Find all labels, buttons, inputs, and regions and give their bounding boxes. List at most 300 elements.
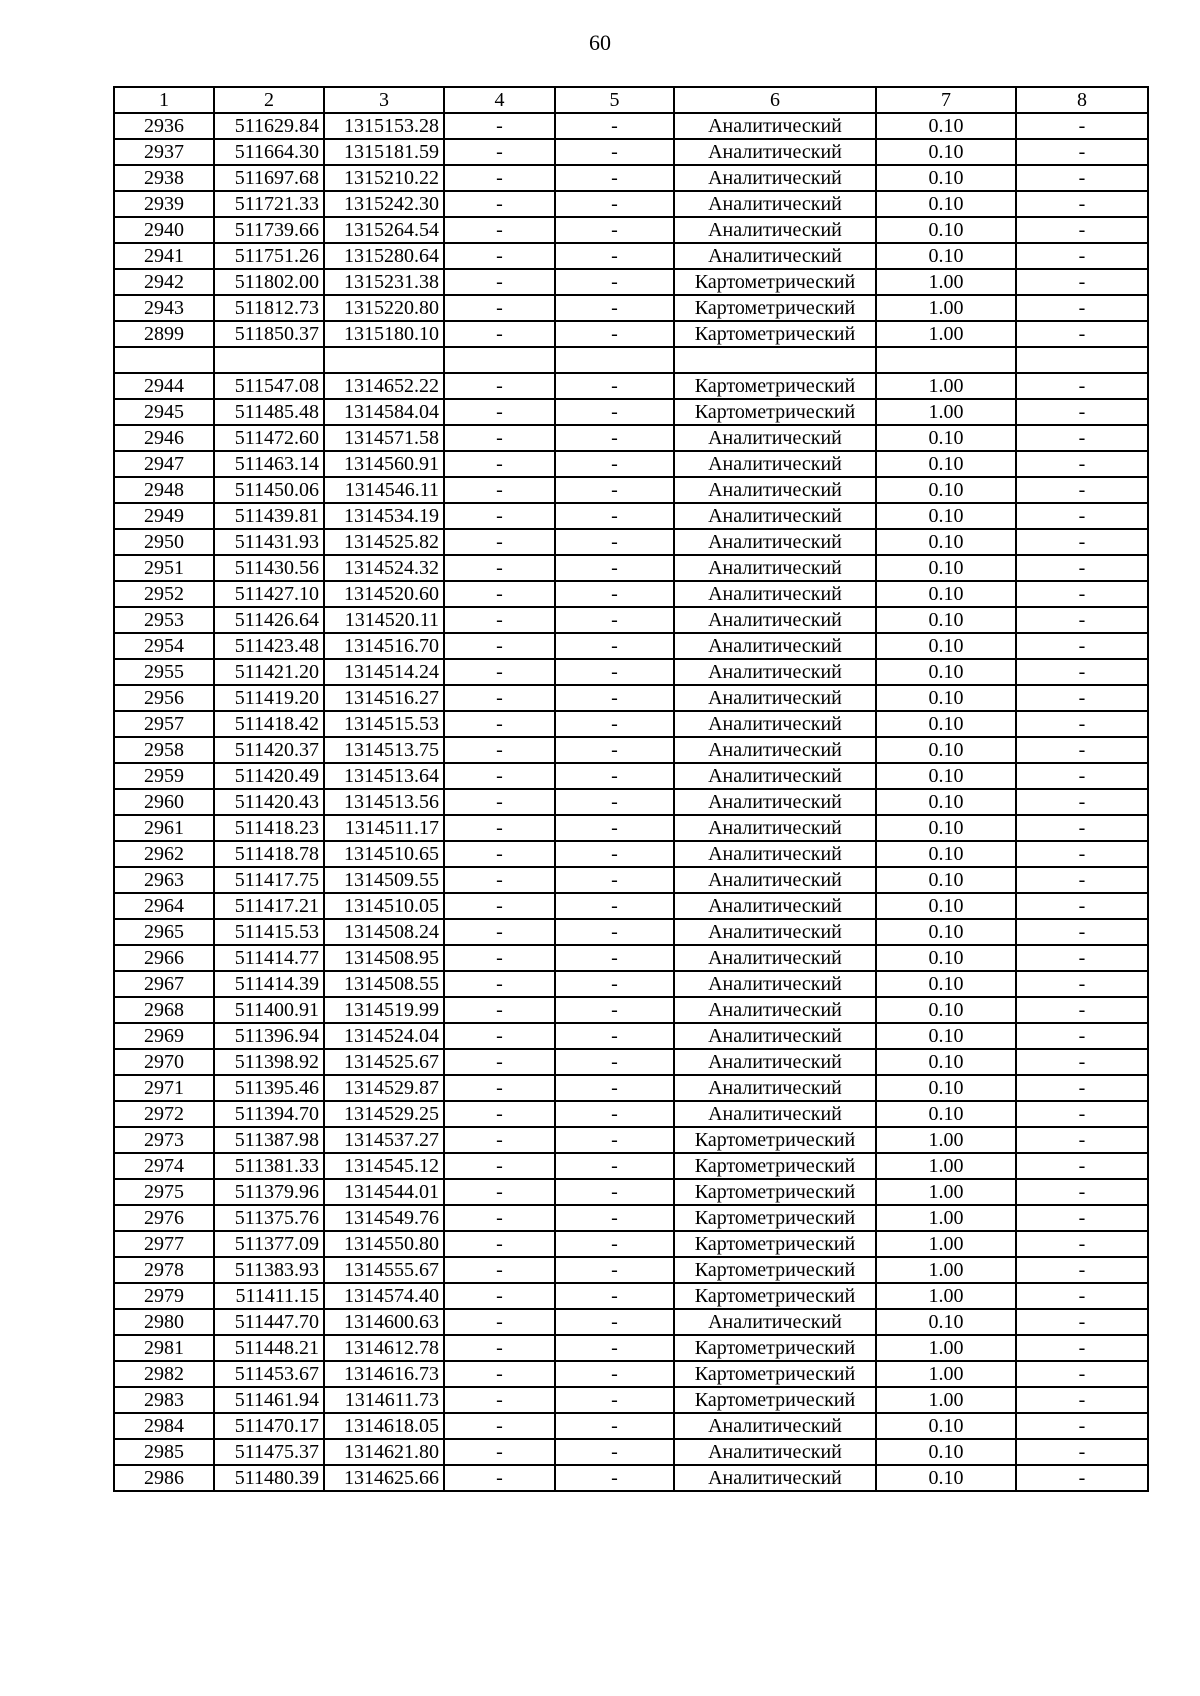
table-cell-col-2: 511418.23 [214,815,324,841]
table-cell-col-7: 1.00 [876,269,1016,295]
table-cell-col-3: 1314618.05 [324,1413,444,1439]
table-cell-col-6: Аналитический [674,243,876,269]
table-cell-col-4: - [444,1361,555,1387]
table-row [114,659,1148,685]
table-cell-col-7: 0.10 [876,815,1016,841]
table-cell-col-2: 511383.93 [214,1257,324,1283]
table-cell-col-1: 2960 [114,789,214,815]
table-cell-col-7: 0.10 [876,503,1016,529]
table-cell-col-8: - [1016,295,1148,321]
table-cell-col-2: 511450.06 [214,477,324,503]
table-cell-col-8: - [1016,191,1148,217]
table-cell-col-7: 1.00 [876,373,1016,399]
table-cell-col-1: 2969 [114,1023,214,1049]
table-cell-col-3: 1315280.64 [324,243,444,269]
table-cell-col-3: 1314509.55 [324,867,444,893]
table-cell-col-3: 1314544.01 [324,1179,444,1205]
table-cell-col-2: 511480.39 [214,1465,324,1491]
table-cell-col-1: 2936 [114,113,214,139]
table-cell-col-4: - [444,997,555,1023]
column-header-4: 4 [444,87,555,113]
table-cell-col-1: 2964 [114,893,214,919]
table-header-row [114,87,1148,113]
table-cell-col-5: - [555,165,674,191]
table-cell-col-7: 0.10 [876,217,1016,243]
table-cell-col-6: Картометрический [674,1231,876,1257]
table-cell-col-2: 511472.60 [214,425,324,451]
table-cell-col-4: - [444,295,555,321]
table-cell-col-6: Аналитический [674,789,876,815]
table-cell-col-2: 511398.92 [214,1049,324,1075]
table-cell-col-7: 1.00 [876,1361,1016,1387]
table-cell-col-1: 2949 [114,503,214,529]
table-cell-col-4: - [444,867,555,893]
table-cell-col-7: 0.10 [876,633,1016,659]
table-row [114,1153,1148,1179]
table-cell-col-4: - [444,113,555,139]
table-cell-col-6: Аналитический [674,1439,876,1465]
table-cell-col-8 [1016,347,1148,373]
table-cell-col-1: 2957 [114,711,214,737]
table-cell-col-3: 1314612.78 [324,1335,444,1361]
table-cell-col-2: 511547.08 [214,373,324,399]
table-cell-col-1: 2941 [114,243,214,269]
table-cell-col-2: 511430.56 [214,555,324,581]
table-cell-col-2: 511420.43 [214,789,324,815]
table-cell-col-8: - [1016,139,1148,165]
table-cell-col-2: 511461.94 [214,1387,324,1413]
table-cell-col-2: 511419.20 [214,685,324,711]
table-row [114,1465,1148,1491]
table-cell-col-1: 2938 [114,165,214,191]
table-cell-col-1: 2939 [114,191,214,217]
table-cell-col-7: 1.00 [876,1387,1016,1413]
table-cell-col-5: - [555,269,674,295]
table-cell-col-7: 0.10 [876,1049,1016,1075]
table-cell-col-6: Аналитический [674,815,876,841]
table-cell-col-5: - [555,451,674,477]
table-cell-col-1: 2979 [114,1283,214,1309]
table-cell-col-1: 2954 [114,633,214,659]
table-cell-col-6: Аналитический [674,893,876,919]
table-cell-col-5: - [555,789,674,815]
table-cell-col-6: Картометрический [674,1153,876,1179]
table-row [114,1387,1148,1413]
table-cell-col-3: 1314584.04 [324,399,444,425]
table-cell-col-6: Аналитический [674,633,876,659]
table-row [114,945,1148,971]
table-cell-col-4: - [444,607,555,633]
column-header-2: 2 [214,87,324,113]
table-cell-col-6: Картометрический [674,1387,876,1413]
table-cell-col-4: - [444,243,555,269]
table-cell-col-3: 1314625.66 [324,1465,444,1491]
table-cell-col-2: 511431.93 [214,529,324,555]
table-cell-col-7: 0.10 [876,529,1016,555]
table-cell-col-8: - [1016,971,1148,997]
table-cell-col-5: - [555,1413,674,1439]
table-cell-col-4: - [444,659,555,685]
table-cell-col-6: Аналитический [674,477,876,503]
table-cell-col-8: - [1016,243,1148,269]
table-row [114,1179,1148,1205]
table-cell-col-3: 1314508.24 [324,919,444,945]
table-cell-col-1: 2966 [114,945,214,971]
table-cell-col-4: - [444,399,555,425]
table-cell-col-2: 511426.64 [214,607,324,633]
table-cell-col-6: Аналитический [674,763,876,789]
table-cell-col-3: 1315242.30 [324,191,444,217]
table-cell-col-7: 1.00 [876,1179,1016,1205]
table-cell-col-5: - [555,373,674,399]
table-cell-col-4: - [444,451,555,477]
table-cell-col-6: Аналитический [674,555,876,581]
table-row [114,841,1148,867]
table-cell-col-5: - [555,581,674,607]
table-cell-col-7: 0.10 [876,113,1016,139]
table-cell-col-2: 511379.96 [214,1179,324,1205]
table-cell-col-5: - [555,711,674,737]
table-cell-col-5: - [555,243,674,269]
table-cell-col-4: - [444,425,555,451]
table-row [114,451,1148,477]
table-cell-col-1: 2970 [114,1049,214,1075]
table-cell-col-7: 1.00 [876,1127,1016,1153]
table-cell-col-3: 1314574.40 [324,1283,444,1309]
table-cell-col-2: 511664.30 [214,139,324,165]
table-cell-col-1: 2981 [114,1335,214,1361]
table-cell-col-6: Аналитический [674,139,876,165]
table-cell-col-7: 0.10 [876,1309,1016,1335]
column-header-1: 1 [114,87,214,113]
table-cell-col-6: Аналитический [674,1413,876,1439]
table-row [114,321,1148,347]
table-cell-col-3: 1314534.19 [324,503,444,529]
table-cell-col-7: 0.10 [876,685,1016,711]
table-cell-col-8: - [1016,425,1148,451]
table-cell-col-5: - [555,1309,674,1335]
table-cell-col-7: 0.10 [876,945,1016,971]
table-cell-col-6: Аналитический [674,503,876,529]
table-cell-col-3: 1314600.63 [324,1309,444,1335]
table-cell-col-7: 0.10 [876,1023,1016,1049]
table-row [114,789,1148,815]
table-cell-col-2: 511439.81 [214,503,324,529]
table-cell-col-7: 0.10 [876,737,1016,763]
table-cell-col-1: 2947 [114,451,214,477]
table-cell-col-2: 511423.48 [214,633,324,659]
table-cell-col-5: - [555,1283,674,1309]
table-cell-col-5: - [555,1153,674,1179]
column-header-3: 3 [324,87,444,113]
table-cell-col-8: - [1016,555,1148,581]
table-row [114,295,1148,321]
table-cell-col-2: 511485.48 [214,399,324,425]
table-cell-col-6: Аналитический [674,165,876,191]
table-cell-col-2: 511387.98 [214,1127,324,1153]
table-cell-col-5: - [555,399,674,425]
table-cell-col-8: - [1016,763,1148,789]
table-cell-col-3: 1314652.22 [324,373,444,399]
table-cell-col-3: 1314571.58 [324,425,444,451]
table-cell-col-1: 2942 [114,269,214,295]
table-cell-col-4: - [444,555,555,581]
table-cell-col-4: - [444,1127,555,1153]
table-cell-col-4: - [444,373,555,399]
table-cell-col-2: 511739.66 [214,217,324,243]
table-cell-col-7: 0.10 [876,763,1016,789]
table-cell-col-3: 1314513.64 [324,763,444,789]
table-cell-col-4: - [444,919,555,945]
table-cell-col-3: 1314611.73 [324,1387,444,1413]
table-cell-col-8: - [1016,113,1148,139]
table-cell-col-8: - [1016,217,1148,243]
table-cell-col-6: Аналитический [674,1309,876,1335]
table-cell-col-1: 2945 [114,399,214,425]
table-cell-col-3: 1315231.38 [324,269,444,295]
table-cell-col-1: 2951 [114,555,214,581]
table-cell-col-7: 0.10 [876,555,1016,581]
table-row [114,269,1148,295]
table-cell-col-1: 2948 [114,477,214,503]
table-cell-col-3: 1314513.75 [324,737,444,763]
table-cell-col-8: - [1016,321,1148,347]
table-cell-col-8: - [1016,633,1148,659]
table-cell-col-6: Аналитический [674,1465,876,1491]
table-row [114,217,1148,243]
table-cell-col-1: 2958 [114,737,214,763]
table-cell-col-2: 511381.33 [214,1153,324,1179]
table-row [114,1023,1148,1049]
table-cell-col-2: 511629.84 [214,113,324,139]
table-cell-col-2: 511400.91 [214,997,324,1023]
table-row [114,1283,1148,1309]
table-cell-col-2: 511418.78 [214,841,324,867]
table-cell-col-7: 0.10 [876,841,1016,867]
table-cell-col-8: - [1016,1127,1148,1153]
table-row [114,737,1148,763]
table-cell-col-8: - [1016,945,1148,971]
table-cell-col-5: - [555,1387,674,1413]
table-row [114,139,1148,165]
column-header-5: 5 [555,87,674,113]
table-row [114,1205,1148,1231]
table-row [114,1231,1148,1257]
table-cell-col-2: 511411.15 [214,1283,324,1309]
table-cell-col-1: 2974 [114,1153,214,1179]
table-cell-col-4: - [444,581,555,607]
table-cell-col-7: 0.10 [876,243,1016,269]
table-cell-col-1: 2984 [114,1413,214,1439]
table-cell-col-6: Аналитический [674,685,876,711]
table-cell-col-5: - [555,321,674,347]
table-cell-col-2: 511421.20 [214,659,324,685]
table-cell-col-5: - [555,815,674,841]
table-cell-col-8: - [1016,1049,1148,1075]
table-cell-col-3: 1314510.65 [324,841,444,867]
table-cell-col-5 [555,347,674,373]
table-cell-col-1: 2899 [114,321,214,347]
table-cell-col-4: - [444,321,555,347]
table-cell-col-8: - [1016,477,1148,503]
table-cell-col-7: 1.00 [876,1153,1016,1179]
table-cell-col-8: - [1016,1387,1148,1413]
table-cell-col-2: 511812.73 [214,295,324,321]
table-cell-col-6: Аналитический [674,997,876,1023]
table-cell-col-1: 2950 [114,529,214,555]
table-cell-col-7: 0.10 [876,997,1016,1023]
table-row [114,1101,1148,1127]
table-cell-col-2: 511375.76 [214,1205,324,1231]
table-cell-col-8: - [1016,997,1148,1023]
table-cell-col-2: 511475.37 [214,1439,324,1465]
table-cell-col-4: - [444,815,555,841]
table-cell-col-7: 0.10 [876,789,1016,815]
table-cell-col-6: Картометрический [674,321,876,347]
table-cell-col-4: - [444,1413,555,1439]
table-cell-col-5: - [555,529,674,555]
table-row [114,555,1148,581]
table-cell-col-8: - [1016,1413,1148,1439]
table-cell-col-8: - [1016,1101,1148,1127]
table-cell-col-7: 0.10 [876,711,1016,737]
table-cell-col-2: 511418.42 [214,711,324,737]
table-cell-col-7: 1.00 [876,1205,1016,1231]
table-cell-col-6: Аналитический [674,737,876,763]
table-cell-col-8: - [1016,893,1148,919]
table-cell-col-8: - [1016,1335,1148,1361]
table-cell-col-1: 2961 [114,815,214,841]
table-cell-col-7: 0.10 [876,139,1016,165]
table-cell-col-1: 2937 [114,139,214,165]
table-row [114,867,1148,893]
table-cell-col-3: 1314519.99 [324,997,444,1023]
table-cell-col-6: Картометрический [674,1335,876,1361]
table-cell-col-5: - [555,1361,674,1387]
table-cell-col-6: Аналитический [674,841,876,867]
table-cell-col-4: - [444,1075,555,1101]
table-cell-col-4: - [444,1335,555,1361]
table-cell-col-4: - [444,1205,555,1231]
table-cell-col-6: Аналитический [674,1049,876,1075]
table-cell-col-5: - [555,295,674,321]
table-cell-col-8: - [1016,1231,1148,1257]
table-cell-col-6: Аналитический [674,581,876,607]
table-cell-col-3: 1314514.24 [324,659,444,685]
table-cell-col-6: Аналитический [674,529,876,555]
table-row [114,399,1148,425]
table-cell-col-4: - [444,685,555,711]
table-cell-col-4: - [444,737,555,763]
table-cell-col-3: 1314510.05 [324,893,444,919]
table-cell-col-2: 511414.39 [214,971,324,997]
table-cell-col-2 [214,347,324,373]
table-cell-col-5: - [555,607,674,633]
table-row [114,477,1148,503]
table-cell-col-2: 511394.70 [214,1101,324,1127]
table-cell-col-2: 511850.37 [214,321,324,347]
table-cell-col-8: - [1016,607,1148,633]
table-cell-col-3: 1314537.27 [324,1127,444,1153]
table-cell-col-5: - [555,217,674,243]
table-cell-col-5: - [555,139,674,165]
table-cell-col-8: - [1016,711,1148,737]
table-cell-col-8: - [1016,1153,1148,1179]
table-cell-col-6: Аналитический [674,1023,876,1049]
table-body [114,113,1148,1491]
table-cell-col-1: 2963 [114,867,214,893]
table-cell-col-4: - [444,633,555,659]
table-cell-col-5: - [555,1335,674,1361]
table-cell-col-7: 0.10 [876,607,1016,633]
table-cell-col-8: - [1016,529,1148,555]
table-cell-col-4: - [444,789,555,815]
column-header-6: 6 [674,87,876,113]
table-cell-col-4: - [444,841,555,867]
table-cell-col-4: - [444,1257,555,1283]
table-cell-col-3: 1314621.80 [324,1439,444,1465]
table-cell-col-5: - [555,971,674,997]
table-cell-col-4: - [444,971,555,997]
table-cell-col-1 [114,347,214,373]
table-cell-col-6: Аналитический [674,867,876,893]
table-cell-col-5: - [555,1179,674,1205]
table-cell-col-1: 2959 [114,763,214,789]
table-cell-col-8: - [1016,737,1148,763]
table-cell-col-8: - [1016,269,1148,295]
table-cell-col-3: 1315210.22 [324,165,444,191]
table-cell-col-7: 1.00 [876,1283,1016,1309]
table-cell-col-7: 0.10 [876,919,1016,945]
table-cell-col-7: 0.10 [876,867,1016,893]
table-cell-col-8: - [1016,841,1148,867]
table-row [114,581,1148,607]
table-cell-col-3 [324,347,444,373]
page-number: 60 [589,30,611,55]
table-cell-col-5: - [555,503,674,529]
table-cell-col-6: Аналитический [674,217,876,243]
table-cell-col-6: Аналитический [674,607,876,633]
table-cell-col-3: 1314545.12 [324,1153,444,1179]
table-cell-col-8: - [1016,503,1148,529]
table-cell-col-8: - [1016,1361,1148,1387]
table-row [114,1049,1148,1075]
table-row [114,503,1148,529]
table-cell-col-3: 1314525.82 [324,529,444,555]
table-cell-col-8: - [1016,373,1148,399]
table-cell-col-8: - [1016,685,1148,711]
table-cell-col-3: 1314560.91 [324,451,444,477]
table-cell-col-5: - [555,867,674,893]
table-cell-col-5: - [555,191,674,217]
table-cell-col-8: - [1016,451,1148,477]
table-cell-col-5: - [555,1023,674,1049]
table-cell-col-6: Картометрический [674,373,876,399]
table-cell-col-3: 1314616.73 [324,1361,444,1387]
table-row [114,815,1148,841]
table-cell-col-3: 1315153.28 [324,113,444,139]
table-cell-col-4: - [444,1283,555,1309]
table-cell-col-7: 1.00 [876,1335,1016,1361]
table-cell-col-8: - [1016,1465,1148,1491]
table-cell-col-3: 1314516.70 [324,633,444,659]
table-cell-col-5: - [555,477,674,503]
table-cell-col-3: 1314549.76 [324,1205,444,1231]
table-cell-col-1: 2978 [114,1257,214,1283]
table-row [114,1075,1148,1101]
table-row [114,165,1148,191]
table-cell-col-4: - [444,503,555,529]
